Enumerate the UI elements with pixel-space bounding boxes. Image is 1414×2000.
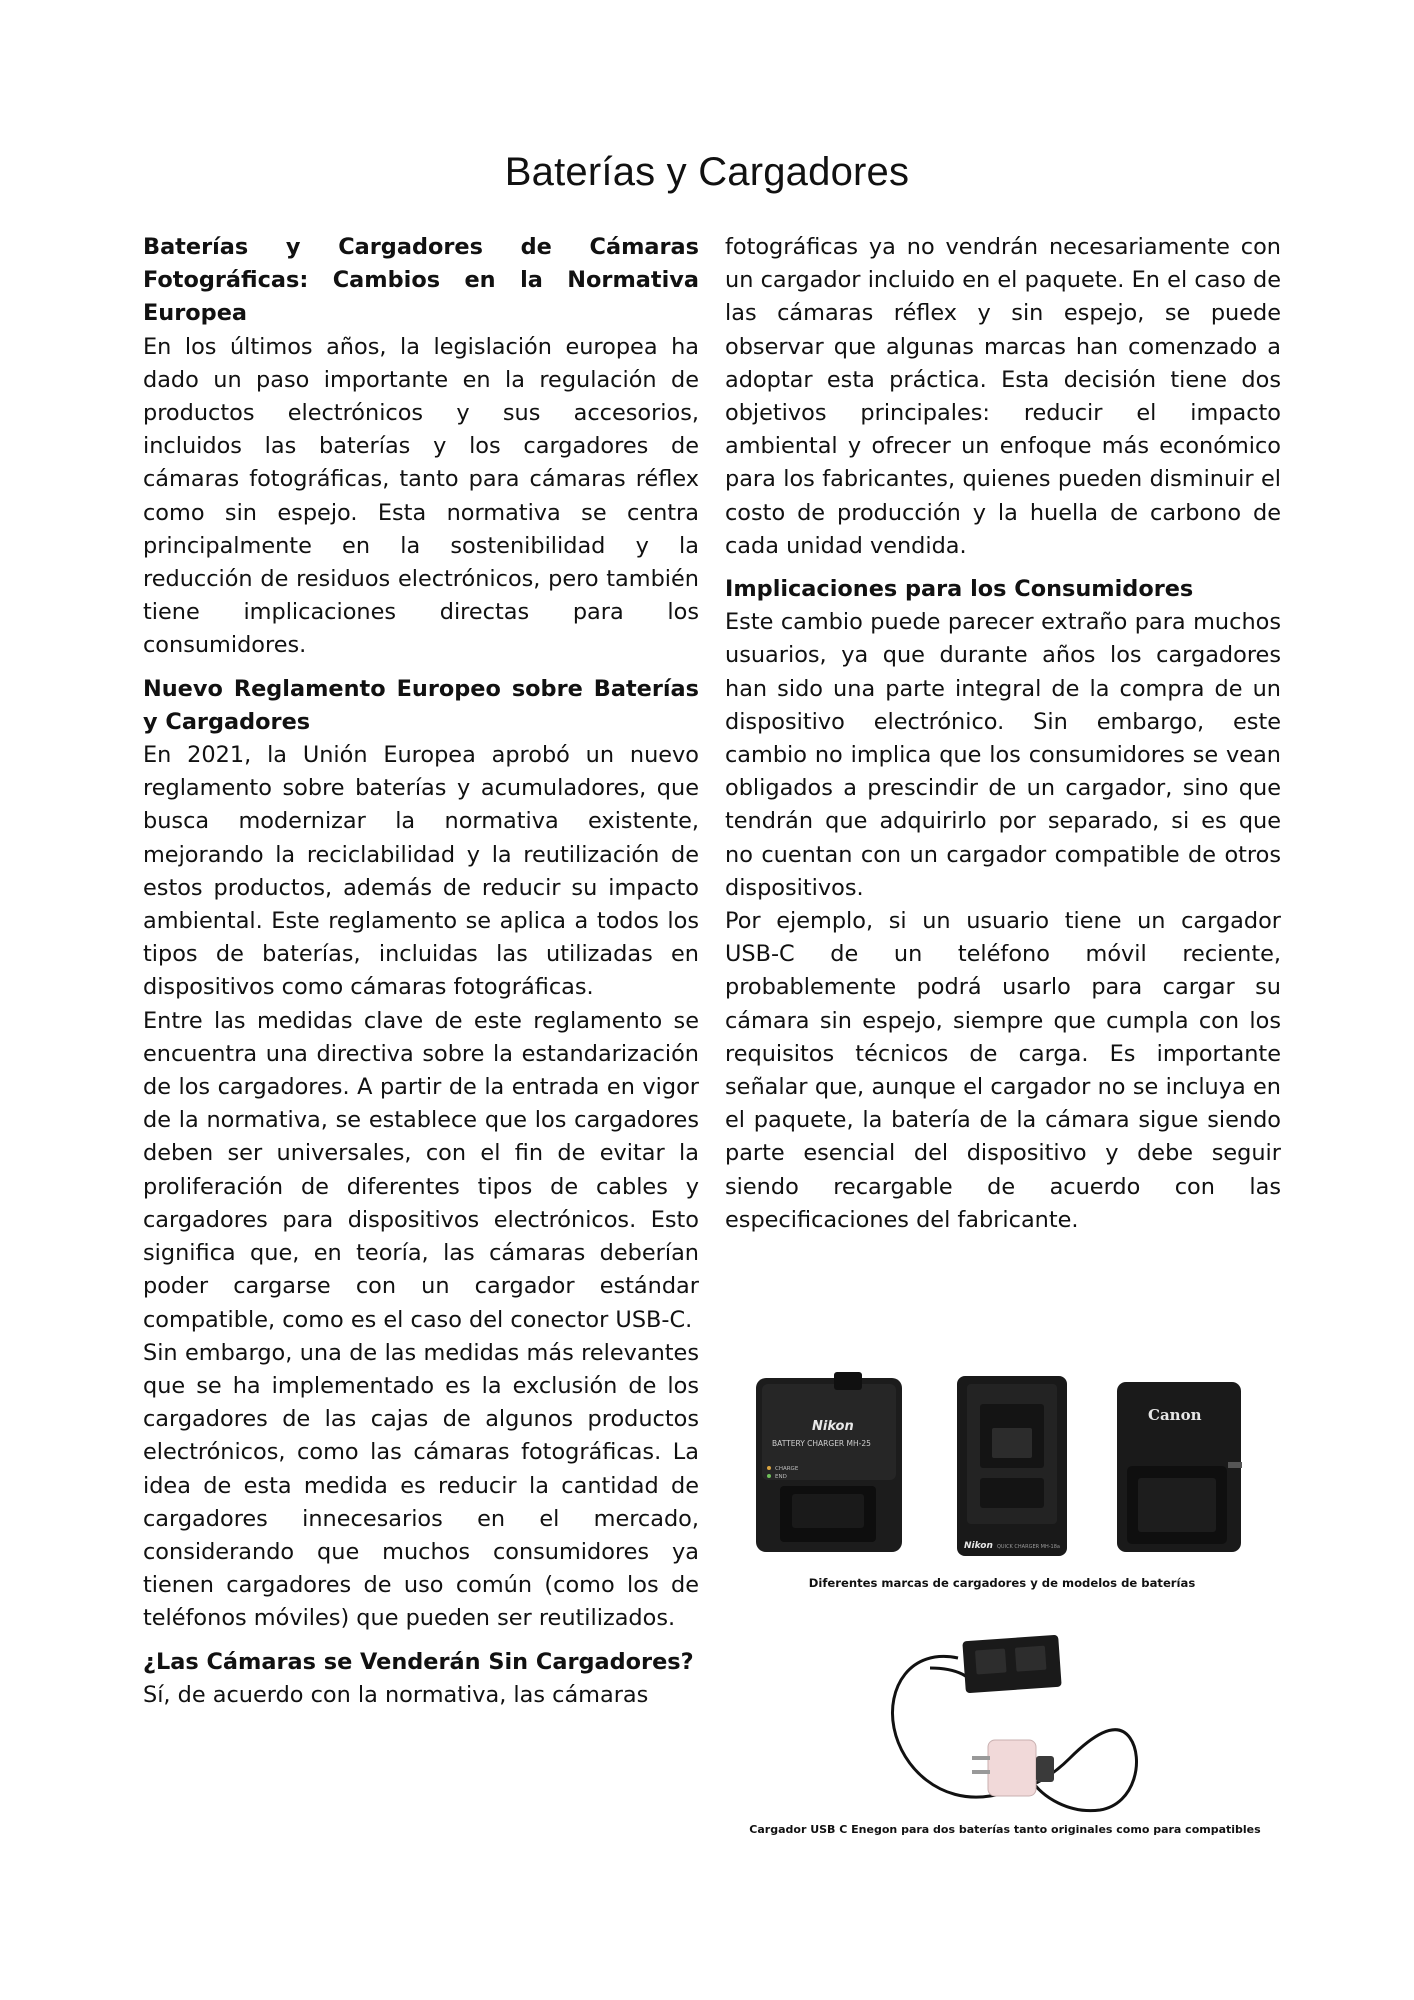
usbc-charger-image [880, 1628, 1150, 1818]
right-column [725, 231, 1281, 1237]
nikon-mh25-charger-image [756, 1372, 902, 1552]
figure-chargers [752, 1370, 1252, 1570]
heading-camaras-sin-cargadores: ¿Las Cámaras se Venderán Sin Cargadores? [143, 1648, 694, 1675]
paragraph-ejemplo-usbc: Por ejemplo, si un usuario tiene un cargador USB-C de un teléfono móvil reciente, probablemente podrá usarlo para cargar su cámara sin espejo, siempre que cumpla con los requisitos técnicos de carga. Es importante señalar que, aunque el cargador no se incluya en el paquete, la batería de la cámara sigue siendo parte esencial del dispositivo y debe seguir siendo recargable de acuerdo con las especificaciones del fabricante. [725, 908, 1281, 1233]
paragraph-respuesta: Sí, de acuerdo con la normativa, las cámaras [143, 1681, 649, 1708]
paragraph-estandarizacion: Entre las medidas clave de este reglamento se encuentra una directiva sobre la estandarización de los cargadores. A partir de la entrada en vigor de la normativa, se establece que los cargadores deben ser universales, con el fin de evitar la proliferación de diferentes tipos de cables y cargadores para dispositivos electrónicos. Esto significa que, en teoría, las cámaras deberían poder cargarse con un cargador estándar compatible, como es el caso del conector USB-C. [143, 1007, 699, 1333]
heading-implicaciones: Implicaciones para los Consumidores [725, 576, 1194, 603]
caption-chargers: Diferentes marcas de cargadores y de modelos de baterías [808, 1576, 1196, 1590]
figure-usbc-charger [880, 1628, 1150, 1818]
caption-usbc-charger: Cargador USB C Enegon para dos baterías tanto originales como para compatibles [749, 1823, 1261, 1836]
heading-normativa-europea: Baterías y Cargadores de Cámaras Fotográficas: Cambios en la Normativa Europea [143, 234, 699, 327]
canon-charger-image [1117, 1382, 1242, 1552]
paragraph-reglamento-2021: En 2021, la Unión Europea aprobó un nuevo reglamento sobre baterías y acumuladores, que busca modernizar la normativa existente, mejorando la reciclabilidad y la reutilización de estos productos, además de reducir su impacto ambiental. Este reglamento se aplica a todos los tipos de baterías, incluidas las utilizadas en dispositivos como cámaras fotográficas. [143, 742, 699, 1001]
svg-text:Canon: Canon [1148, 1406, 1202, 1424]
chargers-image [752, 1370, 1252, 1570]
svg-text:Nikon: Nikon [964, 1541, 993, 1551]
paragraph-exclusion-cargadores: Sin embargo, una de las medidas más relevantes que se ha implementado es la exclusión de los cargadores de las cajas de algunos productos electrónicos, como las cámaras fotográficas. La idea de esta medida es reducir la cantidad de cargadores innecesarios en el mercado, considerando que muchos consumidores ya tienen cargadores de uso común (como los de teléfonos móviles) que pueden ser reutilizados. [143, 1339, 699, 1632]
paragraph-continuacion: fotográficas ya no vendrán necesariamente con un cargador incluido en el paquete. En el caso de las cámaras réflex y sin espejo, se puede observar que algunas marcas han comenzado a adoptar esta práctica. Esta decisión tiene dos objetivos principales: reducir el impacto ambiental y ofrecer un enfoque más económico para los fabricantes, quienes pueden disminuir el costo de producción y la huella de carbono de cada unidad vendida. [725, 234, 1281, 559]
svg-text:QUICK CHARGER MH-18a: QUICK CHARGER MH-18a [997, 1544, 1060, 1550]
svg-text:BATTERY CHARGER MH-25: BATTERY CHARGER MH-25 [772, 1439, 871, 1448]
svg-text:CHARGE: CHARGE [775, 1466, 799, 1472]
paragraph-intro: En los últimos años, la legislación europea ha dado un paso importante en la regulación de productos electrónicos y sus accesorios, incluidos las baterías y los cargadores de cámaras fotográficas, tanto para cámaras réflex como sin espejo. Esta normativa se centra principalmente en la sostenibilidad y la reducción de residuos electrónicos, pero también tiene implicaciones directas para los consumidores. [143, 333, 699, 659]
heading-nuevo-reglamento: Nuevo Reglamento Europeo sobre Baterías y Cargadores [143, 675, 699, 735]
page-title: Baterías y Cargadores [504, 150, 910, 194]
left-column [143, 231, 699, 1712]
nikon-mh18a-charger-image [957, 1376, 1067, 1556]
svg-text:Nikon: Nikon [812, 1419, 854, 1434]
paragraph-cambio-usuarios: Este cambio puede parecer extraño para muchos usuarios, ya que durante años los cargadores han sido una parte integral de la compra de un dispositivo electrónico. Sin embargo, este cambio no implica que los consumidores se vean obligados a prescindir de un cargador, sino que tendrán que adquirirlo por separado, si es que no cuentan con un cargador compatible de otros dispositivos. [725, 609, 1281, 901]
svg-text:END: END [775, 1474, 787, 1480]
